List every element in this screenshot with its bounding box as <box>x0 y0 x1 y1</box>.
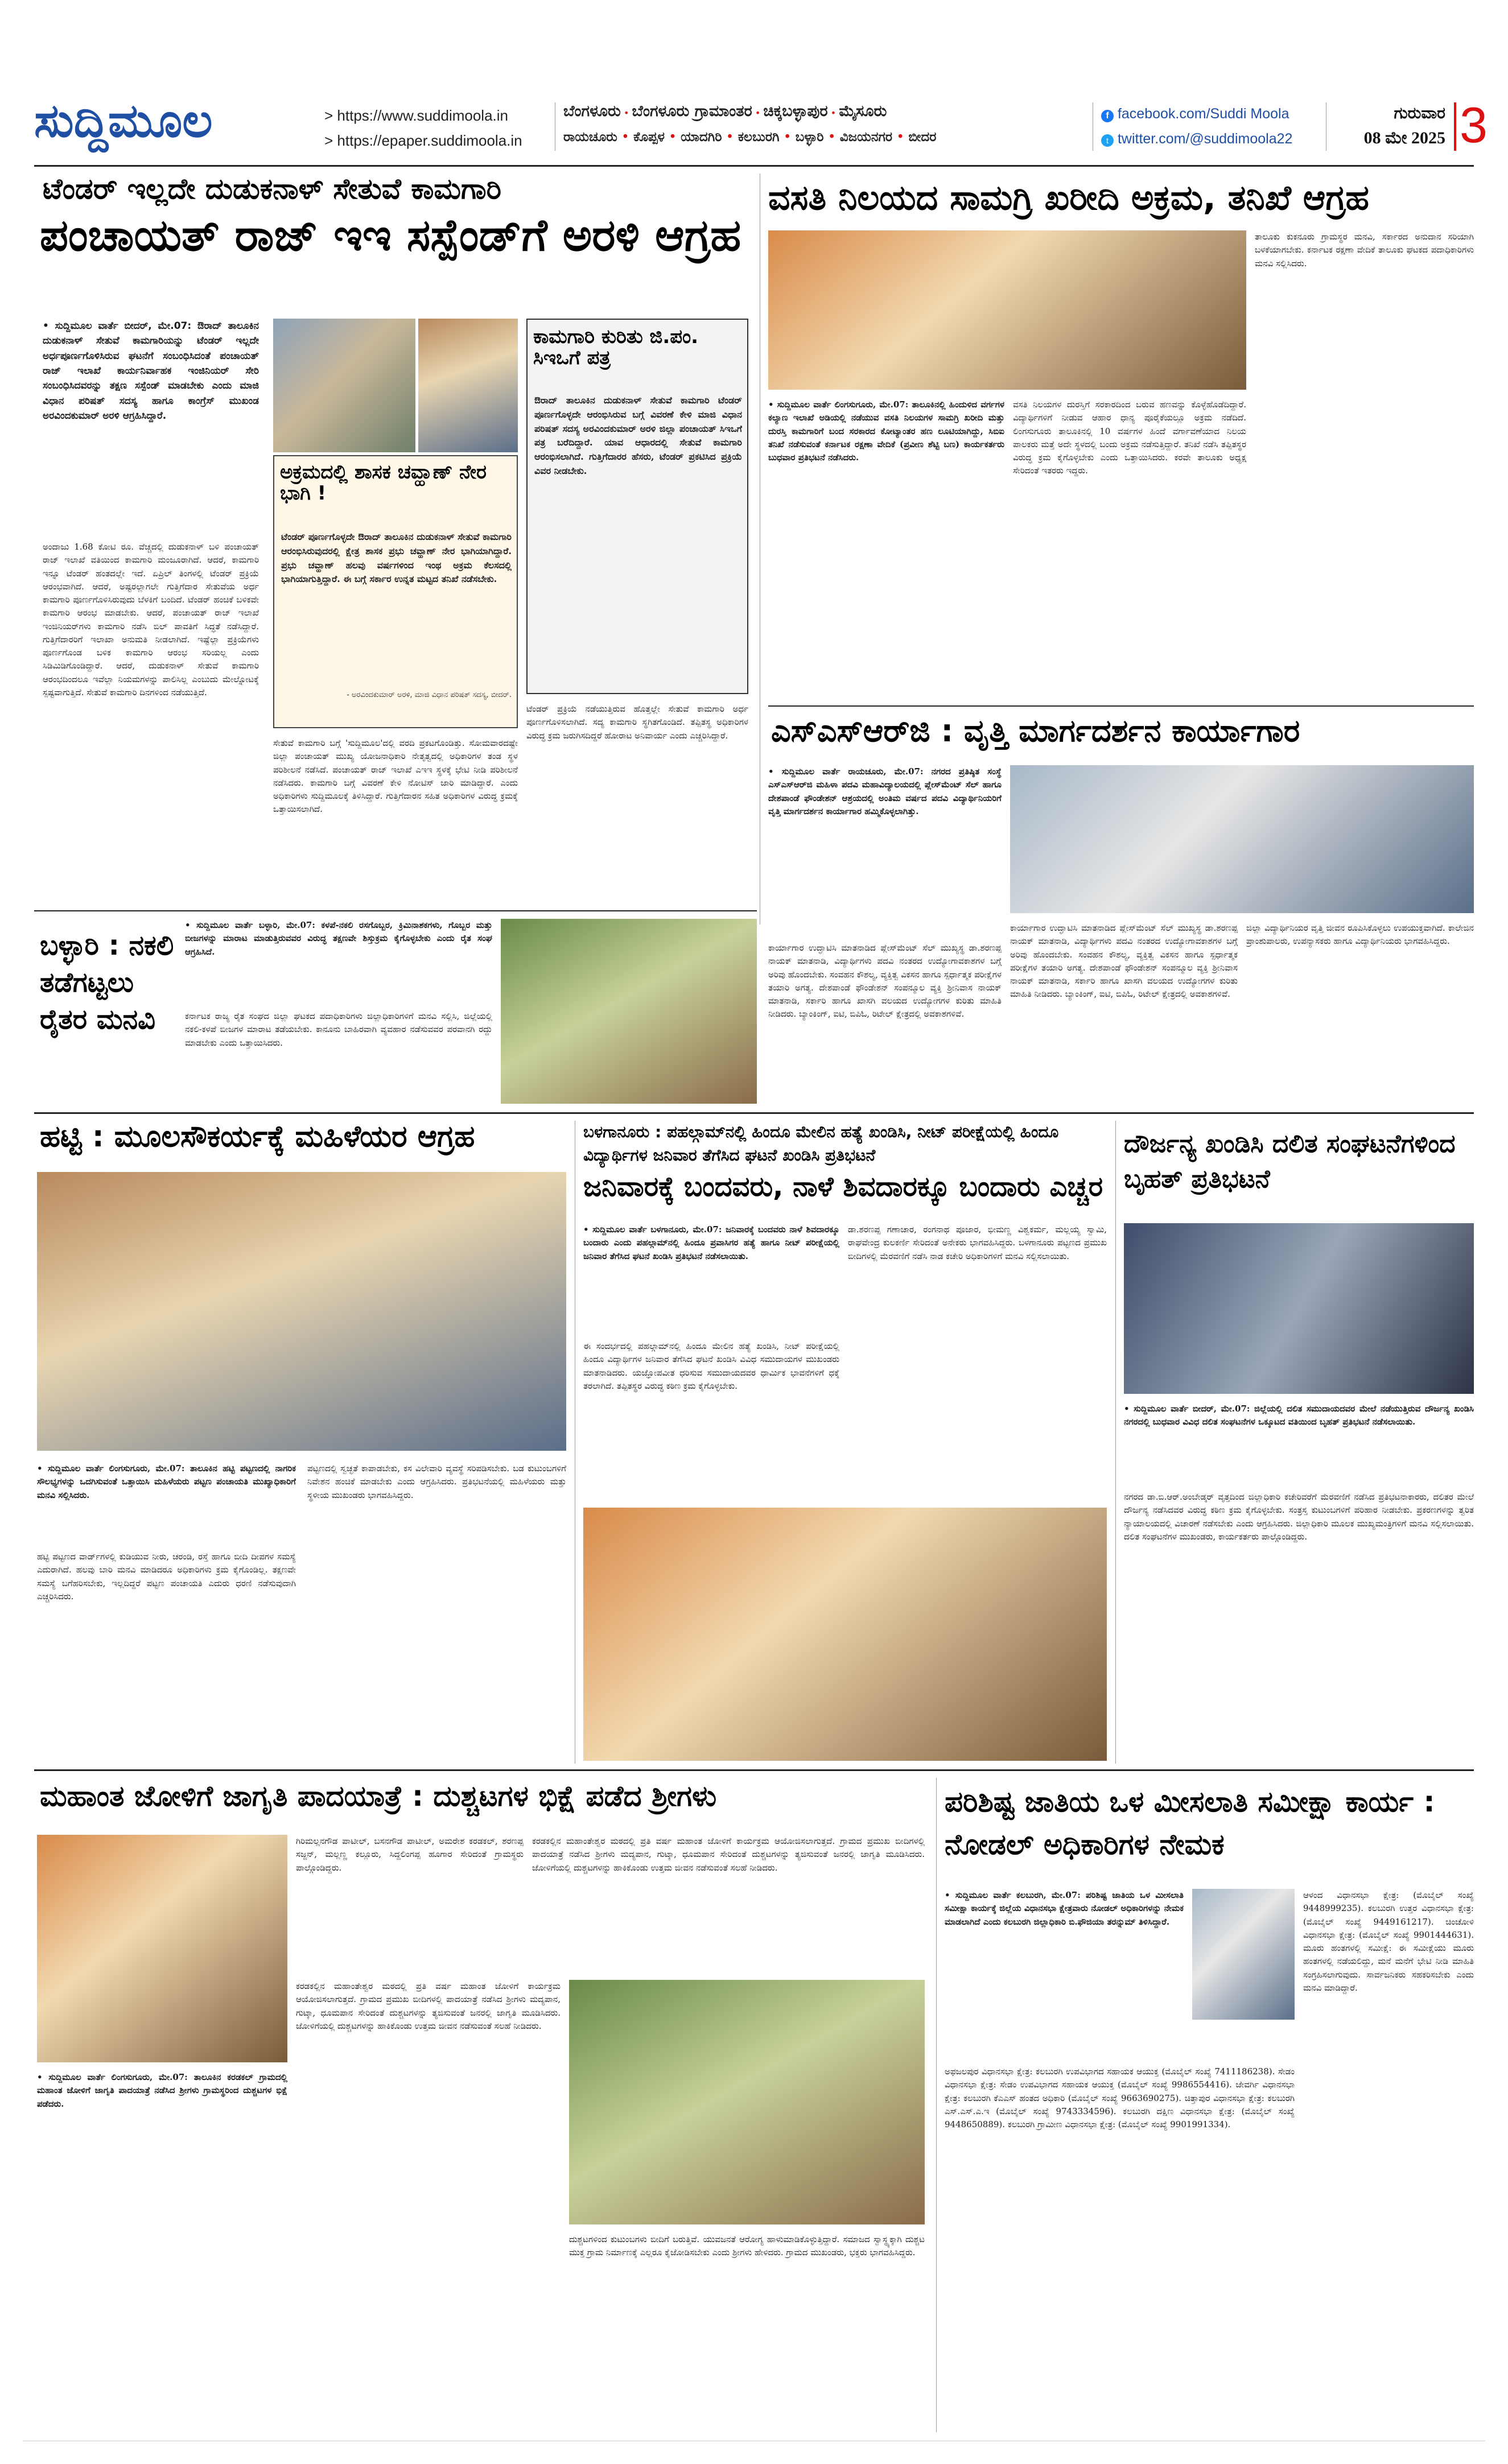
s8-lead: • ಸುದ್ದಿಮೂಲ ವಾರ್ತೆ ಲಿಂಗಸುಗೂರು, ಮೇ.07: ತಾಲೂಕಿನ ಕರಡಕಲ್ ಗ್ರಾಮದಲ್ಲಿ ಮಹಾಂತ ಜೋಳಿಗೆ ಜಾಗೃತಿ ಪಾದಯಾತ್ರೆ ನಡೆಸಿದ ಶ್ರೀಗಳು ಗ್ರಾಮಸ್ಥರಿಂದ ದುಶ್ಚಟಗಳ ಭಿಕ್ಷೆ ಪಡೆದರು. <box>37 2072 287 2109</box>
s1-side-box <box>526 319 748 694</box>
s9-body: ಅಫಜಲಪುರ ವಿಧಾನಸಭಾ ಕ್ಷೇತ್ರ: ಕಲಬುರಗಿ ಉಪವಿಭಾಗದ ಸಹಾಯಕ ಆಯುಕ್ತ (ಮೊಬೈಲ್ ಸಂಖ್ಯೆ 7411186238). ಸೇಡಂ ವಿಧಾನಸಭಾ ಕ್ಷೇತ್ರ: ಸೇಡಂ ಉಪವಿಭಾಗದ ಸಹಾಯಕ ಆಯುಕ್ತ (ಮೊಬೈಲ್ ಸಂಖ್ಯೆ 9986554416). ಜೇವರ್ಗಿ ವಿಧಾನಸಭಾ ಕ್ಷೇತ್ರ: ಕಲಬುರಗಿ ಕೆಎಎಸ್ ಹಂತದ ಅಧಿಕಾರಿ (ಮೊಬೈಲ್ ಸಂಖ್ಯೆ 9663690275). ಚಿತ್ತಾಪುರ ವಿಧಾನಸಭಾ ಕ್ಷೇತ್ರ: ಕಲಬುರಗಿ ಎಸ್.ಎಸ್.ಎ.ಇ (ಮೊಬೈಲ್ ಸಂಖ್ಯೆ 9743334596). ಕಲಬುರಗಿ ದಕ್ಷಿಣ ವಿಧಾನಸಭಾ ಕ್ಷೇತ್ರ: (ಮೊಬೈಲ್ ಸಂಖ್ಯೆ 9448650889). ಕಲಬುರಗಿ ಗ್ರಾಮೀಣ ವಿಧಾನಸಭಾ ಕ್ಷೇತ್ರ: (ಮೊಬೈಲ್ ಸಂಖ್ಯೆ 9901991334). <box>945 2066 1295 2129</box>
s7-body: ನಗರದ ಡಾ.ಬಿ.ಆರ್.ಅಂಬೇಡ್ಕರ್ ವೃತ್ತದಿಂದ ಜಿಲ್ಲಾಧಿಕಾರಿ ಕಚೇರಿವರೆಗೆ ಮೆರವಣಿಗೆ ನಡೆಸಿದ ಪ್ರತಿಭಟನಾಕಾರರು, ದಲಿತರ ಮೇಲೆ ದೌರ್ಜನ್ಯ ನಡೆಸಿದವರ ವಿರುದ್ಧ ಕಠಿಣ ಕ್ರಮ ಕೈಗೊಳ್ಳಬೇಕು. ಸಂತ್ರಸ್ತ ಕುಟುಂಬಗಳಿಗೆ ಪರಿಹಾರ ನೀಡಬೇಕು. ಪ್ರಕರಣಗಳನ್ನು ತ್ವರಿತ ನ್ಯಾಯಾಲಯದಲ್ಲಿ ವಿಚಾರಣೆ ನಡೆಸಬೇಕು ಎಂದು ಆಗ್ರಹಿಸಿದರು. ಜಿಲ್ಲಾಧಿಕಾರಿ ಮೂಲಕ ಮುಖ್ಯಮಂತ್ರಿಗಳಿಗೆ ಮನವಿ ಸಲ್ಲಿಸಲಾಯಿತು. ದಲಿತ ಸಂಘಟನೆಗಳ ಮುಖಂಡರು, ಕಾರ್ಯಕರ್ತರು ಪಾಲ್ಗೊಂಡಿದ್ದರು. <box>1124 1492 1474 1542</box>
s1-box-text: ಟೆಂಡರ್ ಪೂರ್ಣಗೊಳ್ಳದೇ ಔರಾದ್ ತಾಲೂಕಿನ ದುಡುಕನಾಳ್ ಸೇತುವೆ ಕಾಮಗಾರಿ ಆರಂಭಿಸಿರುವುದರಲ್ಲಿ ಕ್ಷೇತ್ರ ಶಾಸಕ ಪ್ರಭು ಚವ್ಹಾಣ್ ನೇರ ಭಾಗಿಯಾಗಿದ್ದಾರೆ. ಪ್ರಭು ಚವ್ಹಾಣ್ ಹಲವು ವರ್ಷಗಳಿಂದ ಇಂಥ ಅಕ್ರಮ ಕೆಲಸದಲ್ಲಿ ಭಾಗಿಯಾಗುತ್ತಿದ್ದಾರೆ. ಈ ಬಗ್ಗೆ ಸರ್ಕಾರ ಉನ್ನತ ಮಟ್ಟದ ತನಿಖೆ ನಡೆಸಬೇಕು. <box>281 531 512 585</box>
issue-day: ಗುರುವಾರ <box>1394 104 1445 122</box>
city-item[interactable]: ಕಲಬುರಗಿ <box>737 130 780 145</box>
city-item[interactable]: ಕೊಪ್ಪಳ <box>633 130 665 145</box>
s2-body: ವಸತಿ ನಿಲಯಗಳ ದುರಸ್ತಿಗೆ ಸರಕಾರದಿಂದ ಬರುವ ಹಣವನ್ನು ಕೊಳ್ಳೆಹೊಡೆದಿದ್ದಾರೆ. ವಿದ್ಯಾರ್ಥಿಗಳಿಗೆ ನೀಡುವ ಆಹಾರ ಧಾನ್ಯ ಪೂರೈಕೆಯಲ್ಲೂ ಅಕ್ರಮ ನಡೆದಿದೆ. ಲಿಂಗಸುಗೂರು ತಾಲೂಕಿನಲ್ಲಿ 10 ವರ್ಷಗಳ ಹಿಂದೆ ವರ್ಗಾವಣೆಯಾದ ನಿಲಯ ಪಾಲಕರು ಮತ್ತೆ ಅದೇ ಸ್ಥಳದಲ್ಲಿ ಬಂದು ಅಕ್ರಮ ನಡೆಸುತ್ತಿದ್ದಾರೆ. ತನಿಖೆ ನಡೆಸಿ ತಪ್ಪಿತಸ್ಥರ ವಿರುದ್ಧ ಕ್ರಮ ಕೈಗೊಳ್ಳಬೇಕು ಎಂದು ಒತ್ತಾಯಿಸಿದರು. ಕರವೇ ತಾಲೂಕು ಅಧ್ಯಕ್ಷ ಸೇರಿದಂತೆ ಇತರರು ಇದ್ದರು. <box>1013 399 1246 476</box>
s1-box-sign: - ಅರವಿಂದಕುಮಾರ್ ಅರಳಿ, ಮಾಜಿ ವಿಧಾನ ಪರಿಷತ್ ಸದಸ್ಯ, ಬೀದರ್. <box>347 691 512 699</box>
s3-photo-group <box>1010 765 1474 913</box>
s6-body: ಈ ಸಂದರ್ಭದಲ್ಲಿ ಪಹಲ್ಗಾಮ್‌ನಲ್ಲಿ ಹಿಂದೂ ಮೇಲಿನ ಹತ್ಯೆ ಖಂಡಿಸಿ, ನೀಟ್ ಪರೀಕ್ಷೆಯಲ್ಲಿ ಹಿಂದೂ ವಿದ್ಯಾರ್ಥಿಗಳ ಜನಿವಾರ ತೆಗೆಸಿದ ಘಟನೆ ಖಂಡಿಸಿ ವಿವಿಧ ಸಮುದಾಯಗಳ ಮುಖಂಡರು ಮಾತನಾಡಿದರು. ಯಜ್ಞೋಪವೀತ ಧರಿಸುವ ಸಮುದಾಯದವರ ಧಾರ್ಮಿಕ ಭಾವನೆಗಳಿಗೆ ಧಕ್ಕೆ ತರಲಾಗಿದೆ. ತಪ್ಪಿತಸ್ಥರ ವಿರುದ್ಧ ಕಠಿಣ ಕ್ರಮ ಕೈಗೊಳ್ಳಬೇಕು. <box>583 1341 839 1391</box>
s2-headline: ವಸತಿ ನಿಲಯದ ಸಾಮಗ್ರಿ ಖರೀದಿ ಅಕ್ರಮ, ತನಿಖೆ ಆಗ್ರಹ <box>768 179 1369 218</box>
s9-headline: ಪರಿಶಿಷ್ಟ ಜಾತಿಯ ಒಳ ಮೀಸಲಾತಿ ಸಮೀಕ್ಷಾ ಕಾರ್ಯ : ನೋಡಲ್ ಅಧಿಕಾರಿಗಳ ನೇಮಕ <box>945 1785 1435 1861</box>
facebook-icon: f <box>1101 110 1114 122</box>
s1-headline: ಪಂಚಾಯತ್ ರಾಜ್ ಇಇ ಸಸ್ಪೆಂಡ್‌ಗೆ ಅರಳಿ ಆಗ್ರಹ <box>40 213 741 261</box>
s1-photo-complainant <box>418 319 518 452</box>
facebook-link[interactable] <box>1101 106 1317 122</box>
s7-lead: • ಸುದ್ದಿಮೂಲ ವಾರ್ತೆ ಬೀದರ್, ಮೇ.07: ಜಿಲ್ಲೆಯಲ್ಲಿ ದಲಿತ ಸಮುದಾಯದವರ ಮೇಲೆ ನಡೆಯುತ್ತಿರುವ ದೌರ್ಜನ್ಯ ಖಂಡಿಸಿ ನಗರದಲ್ಲಿ ಬುಧವಾರ ವಿವಿಧ ದಲಿತ ಸಂಘಟನೆಗಳ ಒಕ್ಕೂಟದ ವತಿಯಿಂದ ಬೃಹತ್ ಪ್ರತಿಭಟನೆ ನಡೆಸಲಾಯಿತು. <box>1124 1404 1474 1427</box>
city-item[interactable]: ಮೈಸೂರು <box>839 102 887 120</box>
city-item[interactable]: ಬಳ್ಳಾರಿ <box>795 130 824 145</box>
masthead-logo: ಸುದ್ದಿಮೂಲ <box>34 94 213 148</box>
s2-body2: ತಾಲೂಕು ಕುಕನೂರು ಗ್ರಾಮಸ್ಥರ ಮನವಿ, ಸರ್ಕಾರದ ಅನುದಾನ ಸರಿಯಾಗಿ ಬಳಕೆಯಾಗಬೇಕು. ಕರ್ನಾಟಕ ರಕ್ಷಣಾ ವೇದಿಕೆ ತಾಲೂಕು ಘಟಕದ ಪದಾಧಿಕಾರಿಗಳು ಮನವಿ ಸಲ್ಲಿಸಿದರು. <box>1255 232 1474 269</box>
website-link[interactable]: > https://www.suddimoola.in <box>324 107 508 124</box>
s6-photo-protest <box>583 1508 1107 1761</box>
s3-body-cont-text: ಕಾರ್ಯಾಗಾರ ಉದ್ಘಾಟಿಸಿ ಮಾತನಾಡಿದ ಪ್ಲೇಸ್‌ಮೆಂಟ್ ಸೆಲ್ ಮುಖ್ಯಸ್ಥ ಡಾ.ಶರಣಪ್ಪ ನಾಯಕ್ ಮಾತನಾಡಿ, ವಿದ್ಯಾರ್ಥಿಗಳು ಪದವಿ ನಂತರದ ಉದ್ಯೋಗಾವಕಾಶಗಳ ಬಗ್ಗೆ ಅರಿವು ಹೊಂದಬೇಕು. ಸಂವಹನ ಕೌಶಲ್ಯ, ವ್ಯಕ್ತಿತ್ವ ವಿಕಸನ ಹಾಗೂ ಸ್ಪರ್ಧಾತ್ಮಕ ಪರೀಕ್ಷೆಗಳ ತಯಾರಿ ಅಗತ್ಯ. ದೇಶಪಾಂಡೆ ಫೌಂಡೇಶನ್ ಸಂಪನ್ಮೂಲ ವ್ಯಕ್ತಿ ಶ್ರೀನಿವಾಸ ನಾಯಕ್ ಮಾತನಾಡಿ, ಸರ್ಕಾರಿ ಹಾಗೂ ಖಾಸಗಿ ವಲಯದ ಉದ್ಯೋಗಗಳ ಕುರಿತು ಮಾಹಿತಿ ನೀಡಿದರು. ಬ್ಯಾಂಕಿಂಗ್, ಐಟಿ, ಬಿಪಿಓ, ರಿಟೇಲ್ ಕ್ಷೇತ್ರದಲ್ಲಿ ಅವಕಾಶಗಳಿವೆ. <box>1010 923 1238 1000</box>
s8-lead-side: ಕರಡಕಲ್ಲಿನ ಮಹಾಂತೇಶ್ವರ ಮಠದಲ್ಲಿ ಪ್ರತಿ ವರ್ಷ ಮಹಾಂತ ಜೋಳಿಗೆ ಕಾರ್ಯಕ್ರಮ ಆಯೋಜಿಸಲಾಗುತ್ತದೆ. ಗ್ರಾಮದ ಪ್ರಮುಖ ಬೀದಿಗಳಲ್ಲಿ ಪಾದಯಾತ್ರೆ ನಡೆಸಿದ ಶ್ರೀಗಳು ಮದ್ಯಪಾನ, ಗುಟ್ಕಾ, ಧೂಮಪಾನ ಸೇರಿದಂತೆ ದುಶ್ಚಟಗಳನ್ನು ತ್ಯಜಿಸುವಂತೆ ಜನರಲ್ಲಿ ಜಾಗೃತಿ ಮೂಡಿಸಿದರು. ಜೋಳಿಗೆಯಲ್ಲಿ ದುಶ್ಚಟಗಳನ್ನು ಹಾಕಿಕೊಂಡು ಉತ್ತಮ ಜೀವನ ನಡೆಸುವಂತೆ ಸಲಹೆ ನೀಡಿದರು. <box>532 1836 925 1873</box>
s3-body-cont <box>1010 922 1238 1104</box>
s8-photo-swami <box>569 1980 925 2224</box>
s1-box-title: ಅಕ್ರಮದಲ್ಲಿ ಶಾಸಕ ಚವ್ಹಾಣ್ ನೇರ ಭಾಗಿ ! <box>280 462 487 505</box>
facebook-url: facebook.com/Suddi Moola <box>1117 106 1289 122</box>
s9-body2: ಆಳಂದ ವಿಧಾನಸಭಾ ಕ್ಷೇತ್ರ: (ಮೊಬೈಲ್ ಸಂಖ್ಯೆ 9448999235). ಕಲಬುರಗಿ ಉತ್ತರ ವಿಧಾನಸಭಾ ಕ್ಷೇತ್ರ: (ಮೊಬೈಲ್ ಸಂಖ್ಯೆ 9449161217). ಚಿಂಚೋಳಿ ವಿಧಾನಸಭಾ ಕ್ಷೇತ್ರ: (ಮೊಬೈಲ್ ಸಂಖ್ಯೆ 9901444631). ಮೂರು ಹಂತಗಳಲ್ಲಿ ಸಮೀಕ್ಷೆ: ಈ ಸಮೀಕ್ಷೆಯು ಮೂರು ಹಂತಗಳಲ್ಲಿ ನಡೆಯಲಿದ್ದು, ಮನೆ ಮನೆಗೆ ಭೇಟಿ ನೀಡಿ ಮಾಹಿತಿ ಸಂಗ್ರಹಿಸಲಾಗುವುದು. ಸಾರ್ವಜನಿಕರು ಸಹಕರಿಸಬೇಕು ಎಂದು ಮನವಿ ಮಾಡಿದ್ದಾರೆ. <box>1303 1890 1474 1993</box>
s1-lead: • ಸುದ್ದಿಮೂಲ ವಾರ್ತೆ ಬೀದರ್, ಮೇ.07: ಔರಾದ್ ತಾಲೂಕಿನ ದುಡುಕನಾಳ್ ಸೇತುವೆ ಕಾಮಗಾರಿಯನ್ನು ಟೆಂಡರ್ ಇಲ್ಲದೇ ಅರ್ಧಪೂರ್ಣಗೊಳಿಸಿರುವ ಘಟನೆಗೆ ಸಂಬಂಧಿಸಿದಂತೆ ಪಂಚಾಯತ್ ರಾಜ್ ಇಲಾಖೆ ಕಾರ್ಯನಿರ್ವಾಹಕ ಇಂಜಿನಿಯರ್ ಸೇರಿ ಸಂಬಂಧಿಸಿದವರನ್ನು ತಕ್ಷಣ ಸಸ್ಪೆಂಡ್ ಮಾಡಬೇಕು ಎಂದು ಮಾಜಿ ವಿಧಾನ ಪರಿಷತ್ ಸದಸ್ಯ ಹಾಗೂ ಕಾಂಗ್ರೆಸ್ ಮುಖಂಡ ಅರವಿಂದಕುಮಾರ್ ಅರಳಿ ಆಗ್ರಹಿಸಿದ್ದಾರೆ. <box>43 320 259 422</box>
epaper-link[interactable]: > https://epaper.suddimoola.in <box>324 132 522 149</box>
s9-lead: • ಸುದ್ದಿಮೂಲ ವಾರ್ತೆ ಕಲಬುರಗಿ, ಮೇ.07: ಪರಿಶಿಷ್ಟ ಜಾತಿಯ ಒಳ ಮೀಸಲಾತಿ ಸಮೀಕ್ಷಾ ಕಾರ್ಯಕ್ಕೆ ಜಿಲ್ಲೆಯ ವಿಧಾನಸಭಾ ಕ್ಷೇತ್ರವಾರು ನೋಡಲ್ ಅಧಿಕಾರಿಗಳನ್ನು ನೇಮಕ ಮಾಡಲಾಗಿದೆ ಎಂದು ಕಲಬುರಗಿ ಜಿಲ್ಲಾಧಿಕಾರಿ ಬಿ.ಫೌಜಿಯಾ ತರನ್ನುಮ್ ತಿಳಿಸಿದ್ದಾರೆ. <box>945 1890 1184 1927</box>
s7-photo-rally <box>1124 1223 1474 1394</box>
s5-body: ಹಟ್ಟಿ ಪಟ್ಟಣದ ವಾರ್ಡ್‌ಗಳಲ್ಲಿ ಕುಡಿಯುವ ನೀರು, ಚರಂಡಿ, ರಸ್ತೆ ಹಾಗೂ ಬೀದಿ ದೀಪಗಳ ಸಮಸ್ಯೆ ಎದುರಾಗಿದೆ. ಹಲವು ಬಾರಿ ಮನವಿ ಮಾಡಿದರೂ ಅಧಿಕಾರಿಗಳು ಕ್ರಮ ಕೈಗೊಂಡಿಲ್ಲ. ತಕ್ಷಣವೇ ಸಮಸ್ಯೆ ಬಗೆಹರಿಸಬೇಕು, ಇಲ್ಲದಿದ್ದರೆ ಪಟ್ಟಣ ಪಂಚಾಯತಿ ಎದುರು ಧರಣಿ ನಡೆಸುವುದಾಗಿ ಎಚ್ಚರಿಸಿದರು. <box>37 1551 296 1602</box>
city-list-row1: ಬೆಂಗಳೂರು • ಬೆಂಗಳೂರು ಗ್ರಾಮಾಂತರ • ಚಿಕ್ಕಬಳ್ಳಾಪುರ • ಮೈಸೂರು <box>563 102 887 120</box>
s9-photo-officer <box>1192 1889 1295 2020</box>
s3-body: ಕಾರ್ಯಾಗಾರ ಉದ್ಘಾಟಿಸಿ ಮಾತನಾಡಿದ ಪ್ಲೇಸ್‌ಮೆಂಟ್ ಸೆಲ್ ಮುಖ್ಯಸ್ಥ ಡಾ.ಶರಣಪ್ಪ ನಾಯಕ್ ಮಾತನಾಡಿ, ವಿದ್ಯಾರ್ಥಿಗಳು ಪದವಿ ನಂತರದ ಉದ್ಯೋಗಾವಕಾಶಗಳ ಬಗ್ಗೆ ಅರಿವು ಹೊಂದಬೇಕು. ಸಂವಹನ ಕೌಶಲ್ಯ, ವ್ಯಕ್ತಿತ್ವ ವಿಕಸನ ಹಾಗೂ ಸ್ಪರ್ಧಾತ್ಮಕ ಪರೀಕ್ಷೆಗಳ ತಯಾರಿ ಅಗತ್ಯ. ದೇಶಪಾಂಡೆ ಫೌಂಡೇಶನ್ ಸಂಪನ್ಮೂಲ ವ್ಯಕ್ತಿ ಶ್ರೀನಿವಾಸ ನಾಯಕ್ ಮಾತನಾಡಿ, ಸರ್ಕಾರಿ ಹಾಗೂ ಖಾಸಗಿ ವಲಯದ ಉದ್ಯೋಗಗಳ ಕುರಿತು ಮಾಹಿತಿ ನೀಡಿದರು. ಬ್ಯಾಂಕಿಂಗ್, ಐಟಿ, ಬಿಪಿಓ, ರಿಟೇಲ್ ಕ್ಷೇತ್ರದಲ್ಲಿ ಅವಕಾಶಗಳಿವೆ. <box>768 943 1002 1020</box>
s1-side-text: ಔರಾದ್ ತಾಲೂಕಿನ ದುಡುಕನಾಳ್ ಸೇತುವೆ ಕಾಮಗಾರಿ ಟೆಂಡರ್ ಪೂರ್ಣಗೊಳ್ಳದೇ ಆರಂಭಿಸಿರುವ ಬಗ್ಗೆ ವಿವರಣೆ ಕೇಳಿ ಮಾಜಿ ವಿಧಾನ ಪರಿಷತ್ ಸದಸ್ಯ ಅರವಿಂದಕುಮಾರ್ ಅರಳಿ ಜಿಲ್ಲಾ ಪಂಚಾಯತ್ ಸಿಇಒಗೆ ಪತ್ರ ಬರೆದಿದ್ದಾರೆ. ಯಾವ ಆಧಾರದಲ್ಲಿ ಸೇತುವೆ ಕಾಮಗಾರಿ ಆರಂಭಿಸಲಾಗಿದೆ. ಗುತ್ತಿಗೆದಾರರ ಹೆಸರು, ಟೆಂಡರ್ ಪ್ರಕಟಿಸಿದ ಪ್ರಕ್ರಿಯೆ ವಿವರ ನೀಡಬೇಕು. <box>534 395 742 476</box>
s3-lead: • ಸುದ್ದಿಮೂಲ ವಾರ್ತೆ ರಾಯಚೂರು, ಮೇ.07: ನಗರದ ಪ್ರತಿಷ್ಠಿತ ಸಂಸ್ಥೆ ಎಸ್‌ಎಸ್‌ಆರ್‌ಜಿ ಮಹಿಳಾ ಪದವಿ ಮಹಾವಿದ್ಯಾಲಯದಲ್ಲಿ ಪ್ಲೇಸ್‌ಮೆಂಟ್ ಸೆಲ್ ಹಾಗೂ ದೇಶಪಾಂಡೆ ಫೌಂಡೇಶನ್ ಆಶ್ರಯದಲ್ಲಿ ಅಂತಿಮ ವರ್ಷದ ಪದವಿ ವಿದ್ಯಾರ್ಥಿನಿಯರಿಗೆ ವೃತ್ತಿ ಮಾರ್ಗದರ್ಶನ ಕಾರ್ಯಾಗಾರ ಹಮ್ಮಿಕೊಳ್ಳಲಾಗಿತ್ತು. <box>768 766 1002 816</box>
s6-kicker: ಬಳಗಾನೂರು : ಪಹಲ್ಗಾಮ್‌ನಲ್ಲಿ ಹಿಂದೂ ಮೇಲಿನ ಹತ್ಯೆ ಖಂಡಿಸಿ, ನೀಟ್ ಪರೀಕ್ಷೆಯಲ್ಲಿ ಹಿಂದೂ ವಿದ್ಯಾರ್ಥಿಗಳ ಜನಿವಾರ ತೆಗೆಸಿದ ಘಟನೆ ಖಂಡಿಸಿ ಪ್ರತಿಭಟನೆ <box>583 1122 1059 1165</box>
twitter-icon: t <box>1101 134 1114 147</box>
city-item[interactable]: ವಿಜಯನಗರ <box>839 130 893 145</box>
twitter-url: twitter.com/@suddimoola22 <box>1117 131 1293 147</box>
s8-body: ಕರಡಕಲ್ಲಿನ ಮಹಾಂತೇಶ್ವರ ಮಠದಲ್ಲಿ ಪ್ರತಿ ವರ್ಷ ಮಹಾಂತ ಜೋಳಿಗೆ ಕಾರ್ಯಕ್ರಮ ಆಯೋಜಿಸಲಾಗುತ್ತದೆ. ಗ್ರಾಮದ ಪ್ರಮುಖ ಬೀದಿಗಳಲ್ಲಿ ಪಾದಯಾತ್ರೆ ನಡೆಸಿದ ಶ್ರೀಗಳು ಮದ್ಯಪಾನ, ಗುಟ್ಕಾ, ಧೂಮಪಾನ ಸೇರಿದಂತೆ ದುಶ್ಚಟಗಳನ್ನು ತ್ಯಜಿಸುವಂತೆ ಜನರಲ್ಲಿ ಜಾಗೃತಿ ಮೂಡಿಸಿದರು. ಜೋಳಿಗೆಯಲ್ಲಿ ದುಶ್ಚಟಗಳನ್ನು ಹಾಕಿಕೊಂಡು ಉತ್ತಮ ಜೀವನ ನಡೆಸುವಂತೆ ಸಲಹೆ ನೀಡಿದರು. <box>296 1981 561 2031</box>
twitter-link[interactable] <box>1101 131 1317 147</box>
s4-headline: ಬಳ್ಳಾರಿ : ನಕಲಿ ತಡೆಗಟ್ಟಲು ರೈತರ ಮನವಿ <box>40 930 174 1035</box>
s5-headline: ಹಟ್ಟಿ : ಮೂಲಸೌಕರ್ಯಕ್ಕೆ ಮಹಿಳೆಯರ ಆಗ್ರಹ <box>40 1121 475 1154</box>
s3-body2: ಜಿಲ್ಲಾ ವಿದ್ಯಾರ್ಥಿನಿಯರ ವೃತ್ತಿ ಜೀವನ ರೂಪಿಸಿಕೊಳ್ಳಲು ಉಪಯುಕ್ತವಾಗಿದೆ. ಕಾಲೇಜಿನ ಪ್ರಾಂಶುಪಾಲರು, ಉಪನ್ಯಾಸಕರು ಹಾಗೂ ವಿದ್ಯಾರ್ಥಿನಿಯರು ಭಾಗವಹಿಸಿದ್ದರು. <box>1246 923 1474 947</box>
s3-headline: ಎಸ್‌ಎಸ್‌ಆರ್‌ಜಿ : ವೃತ್ತಿ ಮಾರ್ಗದರ್ಶನ ಕಾರ್ಯಾಗಾರ <box>771 714 1300 749</box>
s4-body: ಕರ್ನಾಟಕ ರಾಜ್ಯ ರೈತ ಸಂಘದ ಜಿಲ್ಲಾ ಘಟಕದ ಪದಾಧಿಕಾರಿಗಳು ಜಿಲ್ಲಾಧಿಕಾರಿಗಳಿಗೆ ಮನವಿ ಸಲ್ಲಿಸಿ, ಜಿಲ್ಲೆಯಲ್ಲಿ ನಕಲಿ-ಕಳಪೆ ಬೀಜಗಳ ಮಾರಾಟ ತಡೆಯಬೇಕು. ಕಾನೂನು ಬಾಹಿರವಾಗಿ ವ್ಯವಹಾರ ನಡೆಸುವವರ ಪರವಾನಗಿ ರದ್ದು ಮಾಡಬೇಕು ಎಂದು ಒತ್ತಾಯಿಸಿದರು. <box>185 1011 492 1048</box>
city-item[interactable]: ಬೀದರ <box>908 130 937 145</box>
issue-date: 08 ಮೇ 2025 <box>1363 129 1445 147</box>
s5-body2: ಪಟ್ಟಣದಲ್ಲಿ ಸ್ವಚ್ಛತೆ ಕಾಪಾಡಬೇಕು, ಕಸ ವಿಲೇವಾರಿ ವ್ಯವಸ್ಥೆ ಸರಿಪಡಿಸಬೇಕು. ಬಡ ಕುಟುಂಬಗಳಿಗೆ ನಿವೇಶನ ಹಂಚಿಕೆ ಮಾಡಬೇಕು ಎಂದು ಆಗ್ರಹಿಸಿದರು. ಪ್ರತಿಭಟನೆಯಲ್ಲಿ ಮಹಿಳೆಯರು ಮತ್ತು ಸ್ಥಳೀಯ ಮುಖಂಡರು ಭಾಗವಹಿಸಿದ್ದರು. <box>307 1463 566 1500</box>
page-number: 3 <box>1460 97 1488 153</box>
city-item[interactable]: ಚಿಕ್ಕಬಳ್ಳಾಪುರ <box>763 102 828 120</box>
s8-body3: ಗಿರಿಮಲ್ಲನಗೌಡ ಪಾಟೀಲ್, ಬಸನಗೌಡ ಪಾಟೀಲ್, ಅಮರೇಶ ಕರಡಕಲ್, ಶರಣಪ್ಪ ಸಜ್ಜನ್, ಮಲ್ಲಣ್ಣ ಕಲ್ಲೂರು, ಸಿದ್ದಲಿಂಗಪ್ಪ ಹೂಗಾರ ಸೇರಿದಂತೆ ಗ್ರಾಮಸ್ಥರು ಪಾಲ್ಗೊಂಡಿದ್ದರು. <box>296 1836 524 1873</box>
s4-photo-farmers <box>501 919 757 1104</box>
s1-body3: ಟೆಂಡರ್ ಪ್ರಕ್ರಿಯೆ ನಡೆಯುತ್ತಿರುವ ಹೊತ್ತಲ್ಲೇ ಸೇತುವೆ ಕಾಮಗಾರಿ ಅರ್ಧ ಪೂರ್ಣಗೊಳಿಸಲಾಗಿದೆ. ಸದ್ಯ ಕಾಮಗಾರಿ ಸ್ಥಗಿತಗೊಂಡಿದೆ. ತಪ್ಪಿತಸ್ಥ ಅಧಿಕಾರಿಗಳ ವಿರುದ್ಧ ಕ್ರಮ ಜರುಗಿಸದಿದ್ದರೆ ಹೋರಾಟ ಅನಿವಾರ್ಯ ಎಂದು ಎಚ್ಚರಿಸಿದ್ದಾರೆ. <box>526 704 748 741</box>
city-item[interactable]: ರಾಯಚೂರು <box>563 130 617 145</box>
s1-body2: ಸೇತುವೆ ಕಾಮಗಾರಿ ಬಗ್ಗೆ 'ಸುದ್ದಿಮೂಲ'ದಲ್ಲಿ ವರದಿ ಪ್ರಕಟಗೊಂಡಿತ್ತು. ಸೋಮವಾರದಷ್ಟೇ ಜಿಲ್ಲಾ ಪಂಚಾಯತ್ ಮುಖ್ಯ ಯೋಜನಾಧಿಕಾರಿ ನೇತೃತ್ವದಲ್ಲಿ ಅಧಿಕಾರಿಗಳ ತಂಡ ಸ್ಥಳ ಪರಿಶೀಲನೆ ನಡೆಸಿದೆ. ಪಂಚಾಯತ್ ರಾಜ್ ಇಲಾಖೆ ಎಇಇ ಸ್ಥಳಕ್ಕೆ ಭೇಟಿ ನೀಡಿ ಪರಿಶೀಲನೆ ನಡೆಸಿದರು. ಕಾಮಗಾರಿ ಬಗ್ಗೆ ವಿವರಣೆ ಕೇಳಿ ನೋಟಿಸ್ ಜಾರಿ ಮಾಡಿದ್ದಾರೆ. ಎಂದು ಅಧಿಕಾರಿಗಳು ಸುದ್ದಿಮೂಲಕ್ಕೆ ತಿಳಿಸಿದ್ದಾರೆ. ಗುತ್ತಿಗೆದಾರನ ಸಹಿತ ಅಧಿಕಾರಿಗಳ ವಿರುದ್ಧ ಕ್ರಮಕ್ಕೆ ಒತ್ತಾಯಿಸಲಾಗಿದೆ. <box>273 738 518 815</box>
masthead <box>34 85 1488 156</box>
s5-photo-women <box>37 1172 566 1451</box>
s2-lead: • ಸುದ್ದಿಮೂಲ ವಾರ್ತೆ ಲಿಂಗಸುಗೂರು, ಮೇ.07: ತಾಲೂಕಿನಲ್ಲಿ ಹಿಂದುಳಿದ ವರ್ಗಗಳ ಕಲ್ಯಾಣ ಇಲಾಖೆ ಅಡಿಯಲ್ಲಿ ನಡೆಯುವ ವಸತಿ ನಿಲಯಗಳ ಸಾಮಗ್ರಿ ಖರೀದಿ ಮತ್ತು ದುರಸ್ತಿ ಕಾಮಗಾರಿಗೆ ಬಂದ ಸರಕಾರದ ಕೋಟ್ಯಾಂತರ ಹಣ ಲೂಟಿಯಾಗಿದ್ದು, ಸಿಬಿಐ ತನಿಖೆ ನಡೆಸುವಂತೆ ಕರ್ನಾಟಕ ರಕ್ಷಣಾ ವೇದಿಕೆ (ಪ್ರವೀಣ ಶೆಟ್ಟಿ ಬಣ) ಕಾರ್ಯಕರ್ತರು ಬುಧವಾರ ಪ್ರತಿಭಟನೆ ನಡೆಸಿದರು. <box>768 399 1004 463</box>
s1-side-title: ಕಾಮಗಾರಿ ಕುರಿತು ಜಿ.ಪಂ. ಸಿಇಒಗೆ ಪತ್ರ <box>533 327 699 370</box>
s6-lead: • ಸುದ್ದಿಮೂಲ ವಾರ್ತೆ ಬಳಗಾನೂರು, ಮೇ.07: ಜನಿವಾರಕ್ಕೆ ಬಂದವರು ನಾಳೆ ಶಿವದಾರಕ್ಕೂ ಬಂದಾರು ಎಂದು ಪಹಲ್ಗಾಮ್‌ನಲ್ಲಿ ಹಿಂದೂ ಪ್ರವಾಸಿಗರ ಹತ್ಯೆ ಹಾಗೂ ನೀಟ್ ಪರೀಕ್ಷೆಯಲ್ಲಿ ಜನಿವಾರ ತೆಗೆಸಿದ ಘಟನೆ ಖಂಡಿಸಿ ಪ್ರತಿಭಟನೆ ನಡೆಸಲಾಯಿತು. <box>583 1224 839 1261</box>
s1-kicker: ಟೆಂಡರ್ ಇಲ್ಲದೇ ದುಡುಕನಾಳ್ ಸೇತುವೆ ಕಾಮಗಾರಿ <box>43 174 502 205</box>
s6-headline: ಜನಿವಾರಕ್ಕೆ ಬಂದವರು, ನಾಳೆ ಶಿವದಾರಕ್ಕೂ ಬಂದಾರು ಎಚ್ಚರ <box>583 1172 1103 1203</box>
s1-body1: ಅಂದಾಜು 1.68 ಕೋಟಿ ರೂ. ವೆಚ್ಚದಲ್ಲಿ ದುಡುಕನಾಳ್ ಬಳಿ ಪಂಚಾಯತ್ ರಾಜ್ ಇಲಾಖೆ ವತಿಯಿಂದ ಕಾಮಗಾರಿ ಮಂಜೂರಾಗಿದೆ. ಆದರೆ, ಕಾಮಗಾರಿ ಇನ್ನೂ ಟೆಂಡರ್ ಹಂತದಲ್ಲೇ ಇದೆ. ಏಪ್ರಿಲ್ ತಿಂಗಳಲ್ಲಿ ಟೆಂಡರ್ ಪ್ರಕ್ರಿಯೆ ಆರಂಭವಾಗಿದೆ. ಆದರೆ, ಅಷ್ಟರಲ್ಲಾಗಲೇ ಗುತ್ತಿಗೆದಾರ ಸೇತುವೆಯ ಅರ್ಧ ಕಾಮಗಾರಿ ಪೂರ್ಣಗೊಳಿಸಿರುವುದು ಬೆಳಕಿಗೆ ಬಂದಿದೆ. ಟೆಂಡರ್ ಹಂಚಿಕೆ ಬಳಿಕವೇ ಕಾಮಗಾರಿ ಆರಂಭ ಮಾಡಬೇಕು. ಆದರೆ, ಪಂಚಾಯತ್ ರಾಜ್ ಇಲಾಖೆ ಇಂಜಿನಿಯರ್‌ಗಳು ಕಾಮಗಾರಿ ನಡೆಸಿ ಬಿಲ್ ಪಾವತಿಗೆ ಸಿದ್ಧತೆ ನಡೆಸಿದ್ದಾರೆ. ಗುತ್ತಿಗೆದಾರರಿಗೆ ಇಲಾಖಾ ಅನುಮತಿ ನೀಡಲಾಗಿದೆ. ಇಷ್ಟೆಲ್ಲಾ ಪ್ರಕ್ರಿಯೆಗಳು ಪೂರ್ಣಗೊಂಡ ಬಳಿಕ ಕಾಮಗಾರಿ ಆರಂಭ ಸರಿಯಲ್ಲ ಎಂದು ಸಿಡಿಮಿಡಿಗೊಂಡಿದ್ದಾರೆ. ಆದರೆ, ದುಡುಕನಾಳ್ ಸೇತುವೆ ಕಾಮಗಾರಿ ಆರಂಭದಿಂದಲೂ ಇವೆಲ್ಲಾ ನಿಯಮಗಳನ್ನು ಪಾಲಿಸಿಲ್ಲ ಎಂಬುದು ಮೇಲ್ನೋಟಕ್ಕೆ ಸ್ಪಷ್ಟವಾಗುತ್ತಿದೆ. ಸೇತುವೆ ಕಾಮಗಾರಿ ದಿನಗಳಿಂದ ನಡೆಯುತ್ತಿದೆ. <box>43 542 259 697</box>
s8-body2: ದುಶ್ಚಟಗಳಿಂದ ಕುಟುಂಬಗಳು ಬೀದಿಗೆ ಬರುತ್ತಿವೆ. ಯುವಜನತೆ ಆರೋಗ್ಯ ಹಾಳುಮಾಡಿಕೊಳ್ಳುತ್ತಿದ್ದಾರೆ. ಸಮಾಜದ ಸ್ವಾಸ್ಥ್ಯಕ್ಕಾಗಿ ದುಶ್ಚಟ ಮುಕ್ತ ಗ್ರಾಮ ನಿರ್ಮಾಣಕ್ಕೆ ಎಲ್ಲರೂ ಕೈಜೋಡಿಸಬೇಕು ಎಂದು ಶ್ರೀಗಳು ಹೇಳಿದರು. ಗ್ರಾಮದ ಮುಖಂಡರು, ಭಕ್ತರು ಭಾಗವಹಿಸಿದ್ದರು. <box>569 2234 925 2258</box>
s4-lead: • ಸುದ್ದಿಮೂಲ ವಾರ್ತೆ ಬಳ್ಳಾರಿ, ಮೇ.07: ಕಳಪೆ-ನಕಲಿ ರಸಗೊಬ್ಬರ, ಕ್ರಿಮಿನಾಶಕಗಳು, ಗೊಬ್ಬರ ಮತ್ತು ಬೀಜಗಳನ್ನು ಮಾರಾಟ ಮಾಡುತ್ತಿರುವವರ ವಿರುದ್ಧ ತಕ್ಷಣವೇ ಶಿಸ್ತುಕ್ರಮ ಕೈಗೊಳ್ಳಬೇಕು ಎಂದು ರೈತ ಸಂಘ ಆಗ್ರಹಿಸಿದೆ. <box>185 920 492 957</box>
city-item[interactable]: ಬೆಂಗಳೂರು <box>563 102 621 120</box>
city-list-row2: ರಾಯಚೂರು • ಕೊಪ್ಪಳ • ಯಾದಗಿರಿ • ಕಲಬುರಗಿ • ಬಳ್ಳಾರಿ • ವಿಜಯನಗರ • ಬೀದರ <box>563 130 937 145</box>
s5-lead: • ಸುದ್ದಿಮೂಲ ವಾರ್ತೆ ಲಿಂಗಸುಗೂರು, ಮೇ.07: ತಾಲೂಕಿನ ಹಟ್ಟಿ ಪಟ್ಟಣದಲ್ಲಿ ನಾಗರಿಕ ಸೌಲಭ್ಯಗಳನ್ನು ಒದಗಿಸುವಂತೆ ಒತ್ತಾಯಿಸಿ ಮಹಿಳೆಯರು ಪಟ್ಟಣ ಪಂಚಾಯತಿ ಮುಖ್ಯಾಧಿಕಾರಿಗೆ ಮನವಿ ಸಲ್ಲಿಸಿದರು. <box>37 1463 296 1500</box>
s8-photo-procession <box>37 1835 287 2062</box>
city-item[interactable]: ಬೆಂಗಳೂರು ಗ್ರಾಮಾಂತರ <box>632 102 752 120</box>
s2-photo-protest <box>768 230 1246 390</box>
s1-quote-box <box>273 455 518 728</box>
s8-headline: ಮಹಾಂತ ಜೋಳಿಗೆ ಜಾಗೃತಿ ಪಾದಯಾತ್ರೆ : ದುಶ್ಚಟಗಳ ಭಿಕ್ಷೆ ಪಡೆದ ಶ್ರೀಗಳು <box>40 1781 717 1813</box>
city-item[interactable]: ಯಾದಗಿರಿ <box>681 130 722 145</box>
s6-body2: ಡಾ.ಶರಣಪ್ಪ ಗಣಾಚಾರ, ರಂಗನಾಥ ಪೂಜಾರ, ಭೀಮಣ್ಣ ವಿಶ್ವಕರ್ಮ, ಮಲ್ಲಯ್ಯ ಸ್ವಾಮಿ, ರಾಘವೇಂದ್ರ ಕುಲಕರ್ಣಿ ಸೇರಿದಂತೆ ಅನೇಕರು ಭಾಗವಹಿಸಿದ್ದರು. ಬಳಗಾನೂರು ಪಟ್ಟಣದ ಪ್ರಮುಖ ಬೀದಿಗಳಲ್ಲಿ ಮೆರವಣಿಗೆ ನಡೆಸಿ ನಾಡ ಕಚೇರಿ ಅಧಿಕಾರಿಗಳಿಗೆ ಮನವಿ ಸಲ್ಲಿಸಲಾಯಿತು. <box>848 1224 1107 1261</box>
s7-headline: ದೌರ್ಜನ್ಯ ಖಂಡಿಸಿ ದಲಿತ ಸಂಘಟನೆಗಳಿಂದ ಬೃಹತ್ ಪ್ರತಿಭಟನೆ <box>1124 1129 1456 1194</box>
s1-photo-mla <box>273 319 415 452</box>
